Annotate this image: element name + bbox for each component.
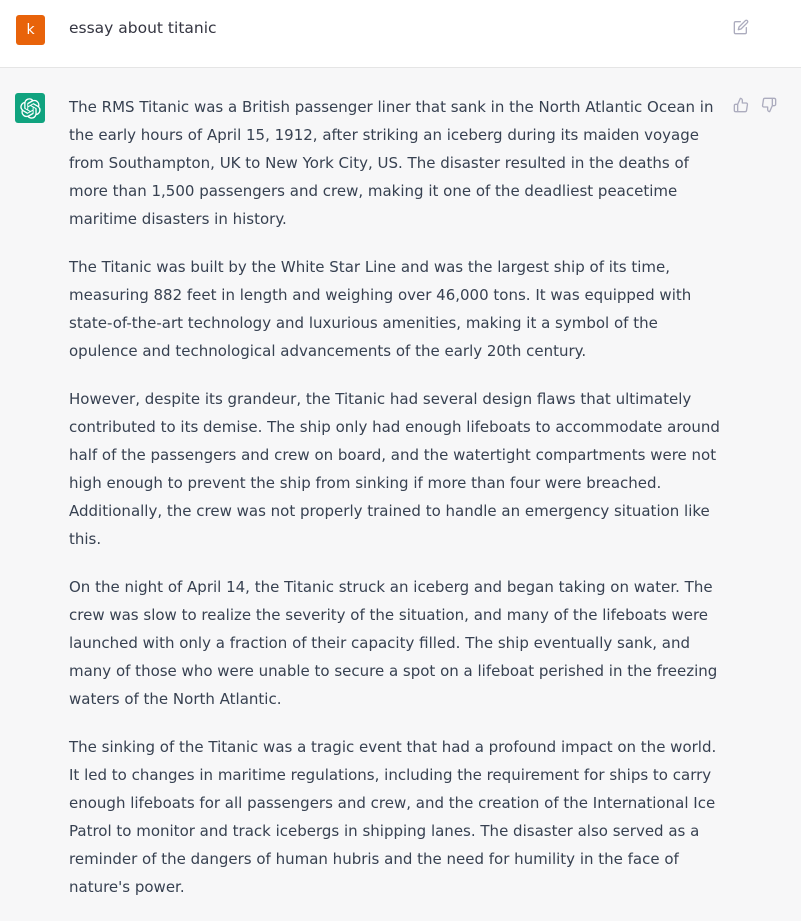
edit-icon[interactable]: [733, 19, 749, 35]
response-paragraph: The Titanic was built by the White Star Line and was the largest ship of its time, measuring 882 feet in length and weighing over 46,000 tons. It was equipped with state-of-the-art technology and luxurious amenities, making it a symbol of the opulence and technological advancements of the early 20th century.: [69, 258, 692, 360]
assistant-message-row: [0, 68, 801, 910]
assistant-avatar: [15, 93, 45, 123]
response-paragraph: However, despite its grandeur, the Titanic had several design flaws that ultimately contributed to its demise. The ship only had enough lifeboats to accommodate around half of the passengers and crew on board, and the watertight compartments were not high enough to prevent the ship from sinking if more than four were breached. Additionally, the crew was not properly trained to handle an emergency situation like this.: [69, 390, 720, 548]
openai-logo-icon: [20, 98, 41, 119]
user-prompt-text: essay about titanic: [69, 19, 217, 37]
thumbs-down-icon[interactable]: [761, 97, 777, 113]
user-avatar: k: [16, 15, 45, 45]
response-paragraph: The RMS Titanic was a British passenger liner that sank in the North Atlantic Ocean in the early hours of April 15, 1912, after striking an iceberg during its maiden voyage from Southampton, UK to New York City, US. The disaster resulted in the deaths of more than 1,500 passengers and crew, making it one of the deadliest peacetime maritime disasters in history.: [69, 98, 714, 228]
response-paragraph: The sinking of the Titanic was a tragic event that had a profound impact on the world. It led to changes in maritime regulations, including the requirement for ships to carry enough lifeboats for all passengers and crew, and the creation of the International Ice Patrol to monitor and track icebergs in shipping lanes. The disaster also served as a reminder of the dangers of human hubris and the need for humility in the face of nature's power.: [69, 738, 717, 896]
assistant-response: [69, 93, 725, 921]
user-message-row: [0, 0, 801, 68]
response-paragraph: On the night of April 14, the Titanic struck an iceberg and began taking on water. The crew was slow to realize the severity of the situation, and many of the lifeboats were launched with only a fraction of their capacity filled. The ship eventually sank, and many of those who were unable to secure a spot on a lifeboat perished in the freezing waters of the North Atlantic.: [69, 578, 718, 708]
thumbs-up-icon[interactable]: [733, 97, 749, 113]
